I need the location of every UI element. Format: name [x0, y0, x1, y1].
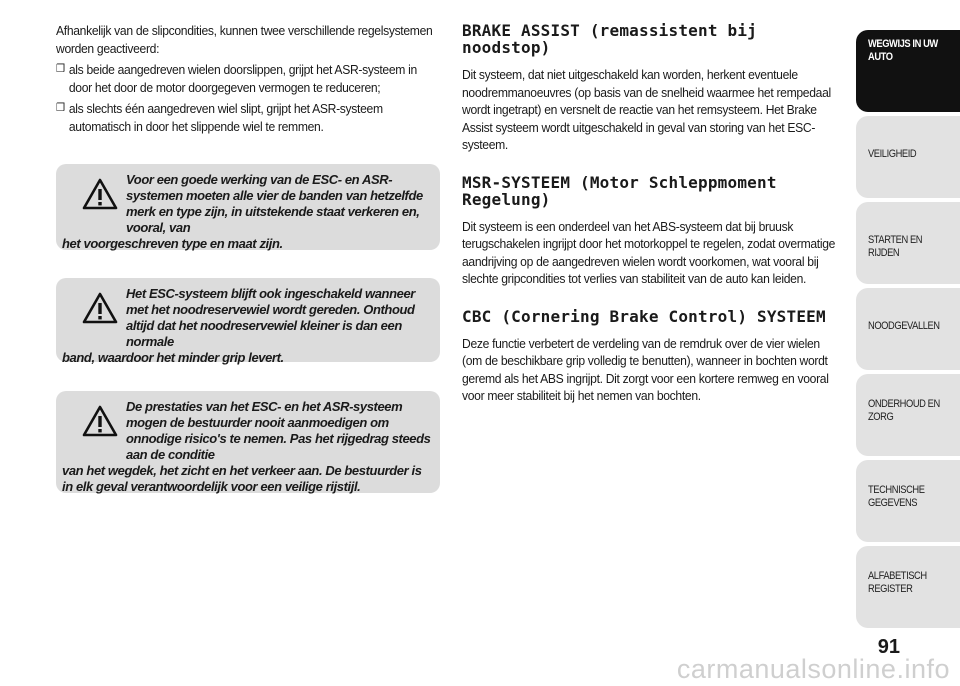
tab-label: TECHNISCHE GEGEVENS — [868, 484, 925, 509]
warning-box — [56, 278, 440, 365]
left-column — [56, 22, 440, 135]
section-heading-cbc: CBC (Cornering Brake Control) SYSTEEM — [462, 306, 826, 326]
tab-label: STARTEN EN RIJDEN — [868, 234, 923, 259]
intro-paragraph: Afhankelijk van de slipcondities, kunnen twee verschillende regelsystemen worden geactiveerd: — [56, 23, 433, 56]
warning-text-indented: Het ESC-systeem blijft ook ingeschakeld wanneer met het noodreservewiel wordt gereden. Onthoud altijd dat het noodreservewiel kleiner is dan een normale — [126, 286, 415, 349]
tab-technische-gegevens[interactable] — [856, 460, 960, 542]
warning-text-rest: band, waardoor het minder grip levert. — [62, 350, 284, 365]
tab-alfabetisch-register[interactable] — [856, 546, 960, 628]
section-body-cbc: Deze functie verbetert de verdeling van de remdruk over de vier wielen (om de beschikbare grip volledig te benutten), wanneer in bochten wordt geremd als het ABS ingrijpt. Dit zorgt voor een kortere remweg en vooral voor meer stabiliteit bij het nemen van bochten. — [462, 335, 829, 403]
section-body-brake-assist: Dit systeem, dat niet uitgeschakeld kan worden, herkent eventuele noodremmanoeuvres (op basis van de snelheid waarmee het rempedaal wordt ingetrapt) en versnelt de reactie van het remsysteem. Het Brake Assist systeem wordt uitgeschakeld in geval van storing van het ESC-systeem. — [462, 67, 831, 152]
bullet-text: als beide aangedreven wielen doorslippen, grijpt het ASR-systeem in door het door de motor doorgegeven vermogen te reduceren; — [68, 62, 417, 95]
tab-label: ALFABETISCH REGISTER — [868, 570, 927, 595]
page-number: 91 — [877, 636, 900, 658]
warning-box — [56, 391, 440, 493]
section-heading-brake-assist: BRAKE ASSIST (remassistent bij noodstop) — [462, 21, 757, 57]
warning-box — [56, 164, 440, 250]
warning-text-rest: het voorgeschreven type en maat zijn. — [62, 236, 283, 251]
tab-label: NOODGEVALLEN — [868, 320, 940, 332]
tab-noodgevallen[interactable] — [856, 288, 960, 370]
bullet-item — [56, 61, 438, 96]
warning-text-indented: Voor een goede werking van de ESC- en ASR-systemen moeten alle vier de banden van hetzelfde merk en type zijn, in uitstekende staat verkeren en, vooral, van — [126, 172, 423, 235]
section-heading-msr: MSR-SYSTEEM (Motor Schleppmoment Regelung) — [462, 172, 777, 209]
bullet-item — [56, 100, 438, 135]
tab-starten-en-rijden[interactable] — [856, 202, 960, 284]
section-body-msr: Dit systeem is een onderdeel van het ABS-systeem dat bij bruusk terugschakelen ingrijpt door het motorkoppel te regelen, zodat overmatige aandrijving op de aangedreven wielen wordt voorkomen, wat vooral bij slechte gripcondities tot verlies van stabiliteit van de auto kan leiden. — [462, 218, 836, 286]
tab-wegwijs-in-uw-auto[interactable] — [856, 30, 960, 112]
tab-label: VEILIGHEID — [868, 148, 917, 160]
bullet-mark: ❒ — [56, 102, 65, 114]
warning-text — [62, 172, 434, 252]
right-column — [462, 22, 842, 405]
bullet-text: als slechts één aangedreven wiel slipt, grijpt het ASR-systeem automatisch in door het slippende wiel te remmen. — [68, 101, 383, 134]
footer-watermark: carmanualsonline.info — [676, 654, 950, 684]
warning-text-indented: De prestaties van het ESC- en het ASR-systeem mogen de bestuurder nooit aanmoedigen om onnodige risico's te nemen. Pas het rijgedrag steeds aan de conditie — [126, 399, 431, 462]
tab-veiligheid[interactable] — [856, 116, 960, 198]
warning-text-rest: van het wegdek, het zicht en het verkeer aan. De bestuurder is in elk geval verantwoordelijk voor een veilige rijstijl. — [62, 463, 422, 494]
warning-text — [62, 286, 434, 366]
tab-onderhoud-en-zorg[interactable] — [856, 374, 960, 456]
bullet-mark: ❒ — [56, 63, 65, 75]
tab-label: ONDERHOUD EN ZORG — [868, 398, 940, 423]
tab-label: WEGWIJS IN UW AUTO — [868, 38, 938, 63]
warning-text — [62, 399, 434, 495]
